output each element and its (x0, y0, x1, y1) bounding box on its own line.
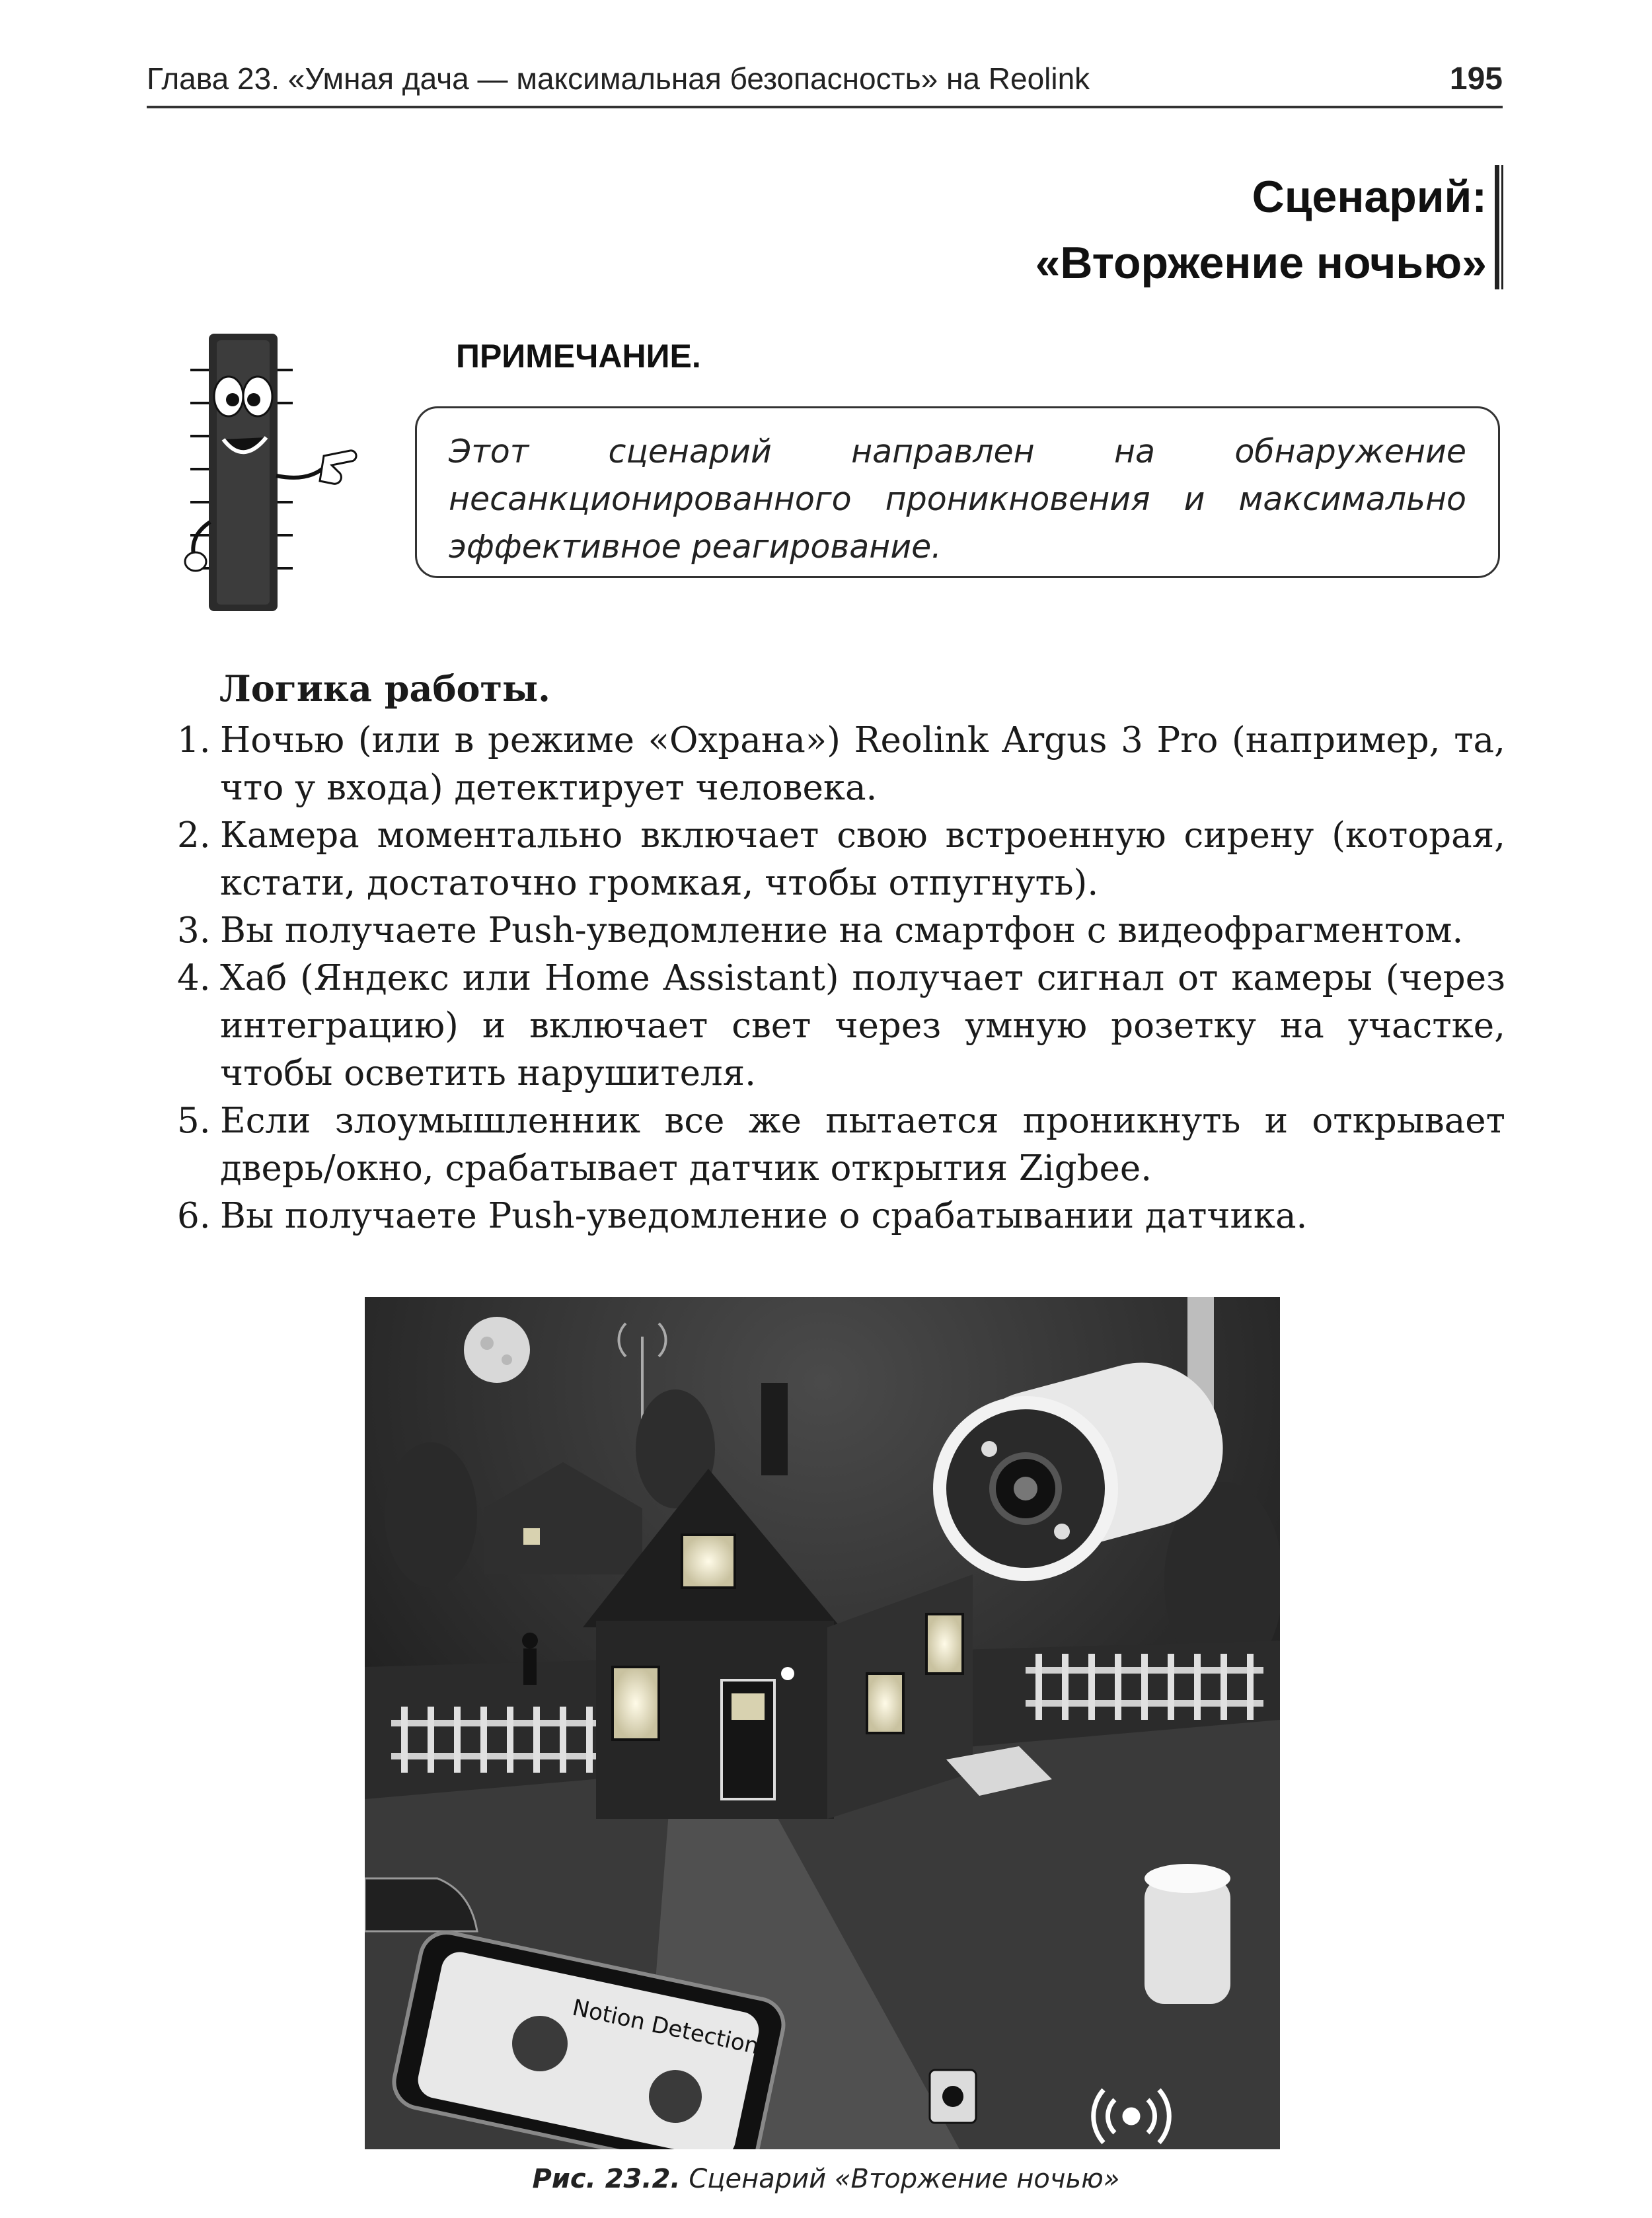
step-number: 2. (177, 815, 211, 856)
list-item (177, 907, 1505, 955)
step-text: Хаб (Яндекс или Home Assistant) получает сигнал от камеры (через интеграцию) и включает свет через умную розетку на участке, чтобы осветить нарушителя. (220, 958, 1505, 1093)
page-number: 195 (1449, 61, 1503, 96)
note-box (415, 406, 1500, 578)
section-title (694, 164, 1487, 296)
chip-mascot-icon (177, 324, 389, 628)
step-number: 6. (177, 1196, 211, 1236)
header-rule (147, 106, 1503, 108)
smart-hub-icon (1145, 1864, 1230, 2004)
door-sensor-icon (930, 2070, 976, 2123)
intruder-figure (522, 1633, 538, 1685)
caption-text: Сценарий «Вторжение ночью» (689, 2164, 1120, 2194)
title-bar (1495, 165, 1499, 289)
section-title-line1: Сценарий: (1252, 172, 1487, 222)
step-text: Вы получаете Push-уведомление о срабатывании датчика. (220, 1196, 1308, 1236)
step-text: Камера моментально включает свою встроенную сирену (которая, кстати, достаточно громкая, чтобы отпугнуть). (220, 815, 1505, 903)
running-title: Глава 23. «Умная дача — максимальная безопасность» на Reolink (147, 61, 1090, 96)
step-text: Если злоумышленник все же пытается проникнуть и открывает дверь/окно, срабатывает датчик открытия Zigbee. (220, 1101, 1505, 1189)
step-text: Вы получаете Push-уведомление на смартфон с видеофрагментом. (220, 910, 1464, 951)
step-text: Ночью (или в режиме «Охрана») Reolink Argus 3 Pro (например, та, что у входа) детектирует человека. (220, 720, 1505, 808)
logic-heading: Логика работы. (219, 667, 550, 710)
running-header (147, 61, 1503, 96)
moon-icon (464, 1317, 530, 1383)
figure-illustration (365, 1297, 1280, 2149)
step-number: 4. (177, 958, 211, 998)
step-number: 5. (177, 1101, 211, 1141)
note-text: Этот сценарий направлен на обнаружение несанкционированного проникновения и максимально эффективное реагирование. (449, 433, 1466, 566)
title-bar (1501, 165, 1503, 289)
list-item (177, 955, 1505, 1097)
step-number: 3. (177, 910, 211, 951)
step-number: 1. (177, 720, 211, 760)
list-item (177, 812, 1505, 907)
list-item (177, 1193, 1505, 1240)
list-item (177, 1097, 1505, 1193)
list-item (177, 717, 1505, 812)
section-title-line2: «Вторжение ночью» (1035, 238, 1487, 288)
note-label: ПРИМЕЧАНИЕ. (456, 338, 701, 375)
phone-notification-text: Notion Detection (570, 1994, 762, 2060)
caption-label: Рис. 23.2. (532, 2164, 681, 2194)
figure-caption (0, 2164, 1652, 2194)
steps-list (177, 717, 1505, 1240)
